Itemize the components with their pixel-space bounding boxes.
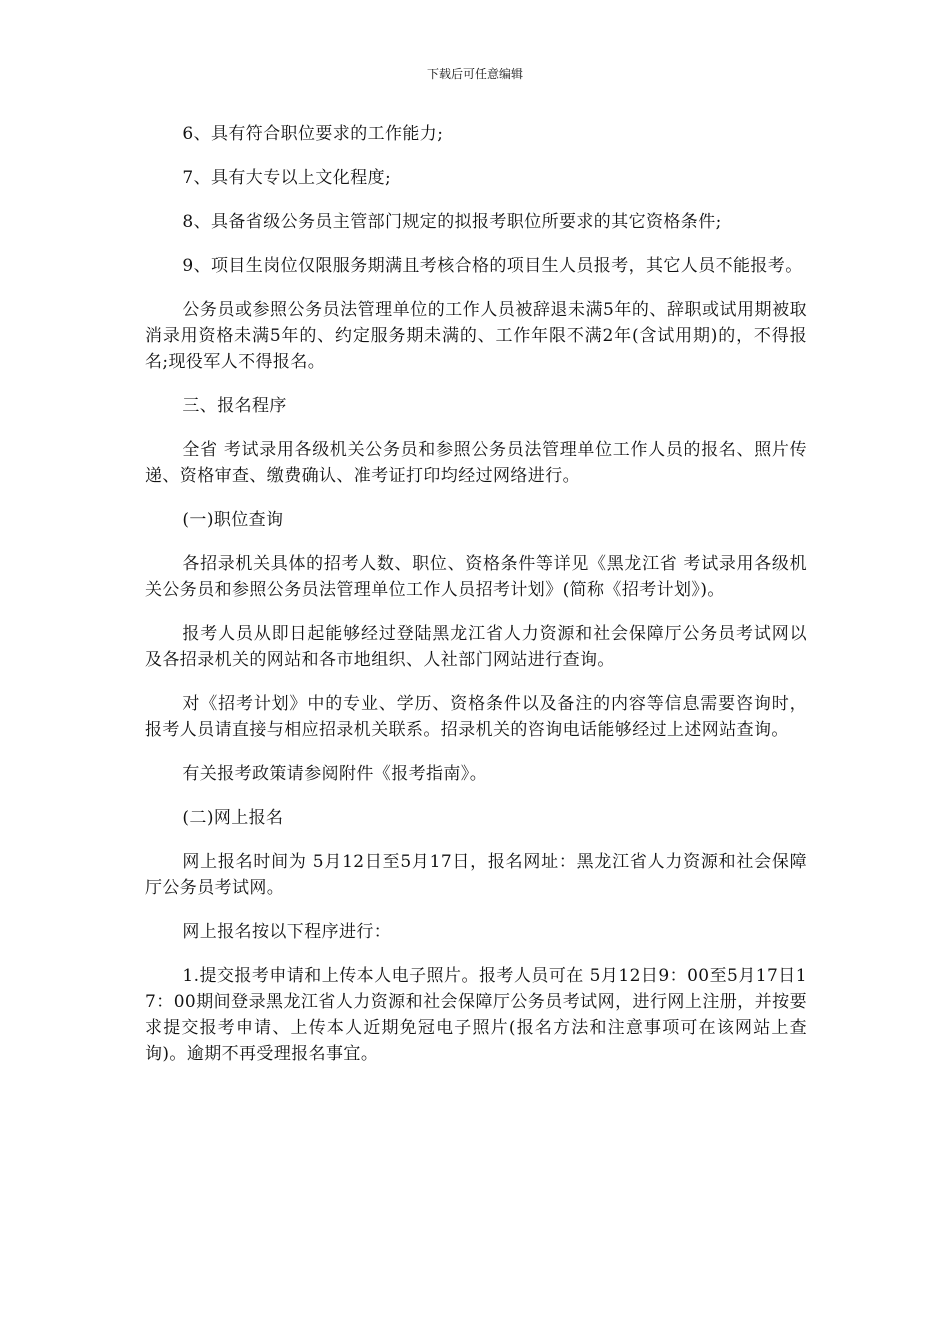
section-heading-registration: 三、报名程序 — [182, 396, 287, 416]
paragraph-consultation: 对《招考计划》中的专业、学历、资格条件以及备注的内容等信息需要咨询时，报考人员请直接与相应招录机关联系。招录机关的咨询电话能够经过上述网站查询。 — [145, 694, 807, 740]
subsection-heading-online-registration: (二)网上报名 — [182, 808, 284, 828]
paragraph-query-sites: 报考人员从即日起能够经过登陆黑龙江省人力资源和社会保障厅公务员考试网以及各招录机关的网站和各市地组织、人社部门网站进行查询。 — [145, 624, 807, 670]
subsection-heading-position-query: (一)职位查询 — [182, 510, 284, 530]
paragraph-item-9: 9、项目生岗位仅限服务期满且考核合格的项目生人员报考，其它人员不能报考。 — [182, 256, 803, 276]
paragraph-step-1: 1.提交报考申请和上传本人电子照片。报考人员可在 5月12日9：00至5月17日17：00期间登录黑龙江省人力资源和社会保障厅公务员考试网，进行网上注册，并按要求提交报考申请、上传本人近期免冠电子照片(报名方法和注意事项可在该网站上查询)。逾期不再受理报名事宜。 — [145, 966, 807, 1064]
paragraph-item-8: 8、具备省级公务员主管部门规定的拟报考职位所要求的其它资格条件; — [182, 212, 722, 232]
paragraph-item-7: 7、具有大专以上文化程度; — [182, 168, 392, 188]
paragraph-online-process: 全省 考试录用各级机关公务员和参照公务员法管理单位工作人员的报名、照片传递、资格审查、缴费确认、准考证打印均经过网络进行。 — [145, 440, 807, 486]
document-body — [145, 121, 807, 1085]
paragraph-procedure-intro: 网上报名按以下程序进行： — [182, 922, 392, 942]
paragraph-registration-time: 网上报名时间为 5月12日至5月17日，报名网址：黑龙江省人力资源和社会保障厅公务员考试网。 — [145, 852, 807, 898]
paragraph-recruitment-plan: 各招录机关具体的招考人数、职位、资格条件等详见《黑龙江省 考试录用各级机关公务员和参照公务员法管理单位工作人员招考计划》(简称《招考计划》)。 — [145, 554, 807, 600]
paragraph-restriction: 公务员或参照公务员法管理单位的工作人员被辞退未满5年的、辞职或试用期被取消录用资格未满5年的、约定服务期未满的、工作年限不满2年(含试用期)的，不得报名;现役军人不得报名。 — [145, 300, 807, 372]
paragraph-item-6: 6、具有符合职位要求的工作能力; — [182, 124, 444, 144]
paragraph-guide: 有关报考政策请参阅附件《报考指南》。 — [182, 764, 488, 784]
page-header: 下载后可任意编辑 — [426, 67, 523, 81]
